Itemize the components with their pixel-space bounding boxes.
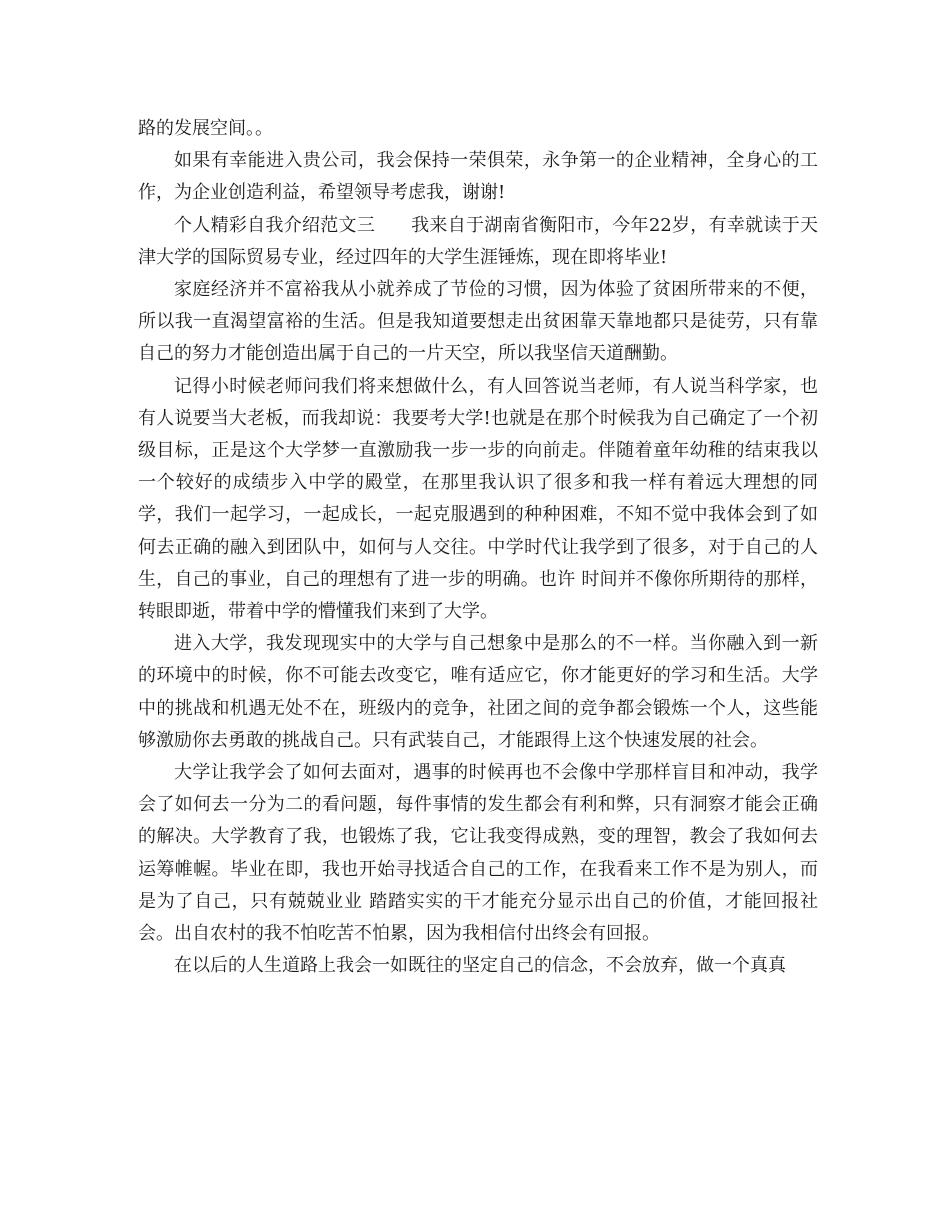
paragraph-8: 在以后的人生道路上我会一如既往的坚定自己的信念，不会放弃，做一个真真 bbox=[174, 955, 786, 977]
paragraph-6: 进入大学，我发现现实中的大学与自己想象中是那么的不一样。当你融入到一新的环境中的时候，你不可能去改变它，唯有适应它，你才能更好的学习和生活。大学中的挑战和机遇无处不在，班级内的竞争，社团之间的竞争都会锻炼一个人，这些能够激励你去勇敢的挑战自己。只有武装自己，才能跟得上这个快速发展的社会。 bbox=[138, 633, 818, 751]
paragraph-5: 记得小时候老师问我们将来想做什么，有人回答说当老师，有人说当科学家，也有人说要当大老板，而我却说：我要考大学!也就是在那个时候我为自己确定了一个初级目标，正是这个大学梦一直激励我一步一步的向前走。伴随着童年幼稚的结束我以一个较好的成绩步入中学的殿堂，在那里我认识了很多和我一样有着远大理想的同学，我们一起学习，一起成长，一起克服遇到的种种困难，不知不觉中我体会到了如何去正确的融入到团队中，如何与人交往。中学时代让我学到了很多，对于自己的人生，自己的事业，自己的理想有了进一步的明确。也许 时间并不像你所期待的那样，转眼即逝，带着中学的懵懂我们来到了大学。 bbox=[138, 375, 818, 623]
paragraph-4: 家庭经济并不富裕我从小就养成了节俭的习惯，因为体验了贫困所带来的不便，所以我一直渴望富裕的生活。但是我知道要想走出贫困靠天靠地都只是徒劳，只有靠自己的努力才能创造出属于自己的一片天空，所以我坚信天道酬勤。 bbox=[138, 279, 818, 365]
document-body bbox=[138, 113, 818, 982]
section-heading: 个人精彩自我介绍范文三 bbox=[174, 214, 376, 236]
paragraph-3 bbox=[138, 210, 818, 274]
paragraph-2: 如果有幸能进入贵公司，我会保持一荣俱荣，永争第一的企业精神，全身心的工作，为企业创造利益，希望领导考虑我，谢谢! bbox=[138, 150, 818, 204]
paragraph-3-text: 我来自于湖南省衡阳市，今年22岁，有幸就读于天津大学的国际贸易专业，经过四年的大学生涯锤炼，现在即将毕业! bbox=[138, 214, 818, 268]
paragraph-7: 大学让我学会了如何去面对，遇事的时候再也不会像中学那样盲目和冲动，我学会了如何去一分为二的看问题，每件事情的发生都会有利和弊，只有洞察才能会正确的解决。大学教育了我，也锻炼了我，它让我变得成熟，变的理智，教会了我如何去运筹帷幄。毕业在即，我也开始寻找适合自己的工作，在我看来工作不是为别人，而是为了自己，只有兢兢业业 踏踏实实的干才能充分显示出自己的价值，才能回报社会。出自农村的我不怕吃苦不怕累，因为我相信付出终会有回报。 bbox=[138, 762, 818, 945]
paragraph-1: 路的发展空间。。 bbox=[138, 118, 273, 139]
